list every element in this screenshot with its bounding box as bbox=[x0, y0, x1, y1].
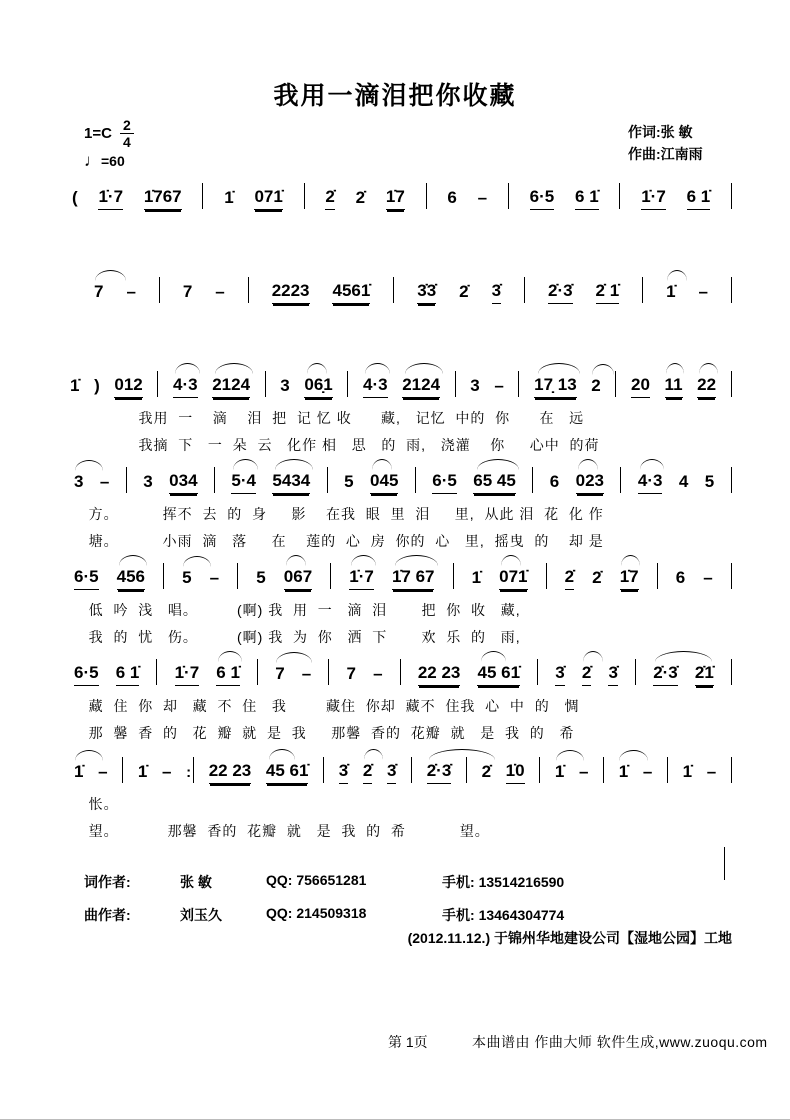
note-group: 4·3 bbox=[363, 375, 388, 398]
slur-tie-arc bbox=[215, 363, 253, 374]
note-group: 2̇ bbox=[459, 282, 469, 302]
note-group: 1̇ bbox=[74, 762, 83, 784]
lyric-line: 塘。 小雨 滴 落 在 莲的 心 房 你的 心 里, 摇曳 的 却 是 bbox=[74, 533, 604, 549]
lyric-author-phone-label: 手机: bbox=[442, 874, 475, 890]
slur-tie-arc bbox=[372, 459, 392, 470]
barline bbox=[546, 563, 547, 589]
note-group: 3 bbox=[74, 472, 83, 494]
note-group: 5·4 bbox=[231, 471, 256, 494]
slur-tie-arc bbox=[269, 749, 295, 760]
note-group: – bbox=[703, 568, 713, 588]
barline bbox=[347, 371, 348, 397]
lyric-line: 怅。 bbox=[74, 796, 119, 812]
slur-tie-arc bbox=[183, 556, 211, 567]
slur-tie-arc bbox=[276, 652, 312, 663]
barline bbox=[731, 467, 732, 493]
note-group: 45 61̇ bbox=[477, 663, 520, 686]
notation-system bbox=[70, 742, 732, 838]
barline bbox=[619, 183, 620, 209]
barline bbox=[731, 659, 732, 685]
slur-tie-arc bbox=[621, 555, 640, 566]
note-group: 6·5 bbox=[74, 567, 99, 590]
barline bbox=[426, 183, 427, 209]
note-group: – bbox=[126, 282, 136, 302]
music-author-name: 刘玉久 bbox=[180, 907, 222, 923]
repeat-dots: : bbox=[186, 764, 192, 781]
barline bbox=[731, 183, 732, 209]
notation-system bbox=[70, 548, 732, 644]
note-group: 6 bbox=[447, 188, 457, 208]
slur-tie-arc bbox=[501, 555, 521, 566]
time-numerator: 2 bbox=[122, 117, 131, 133]
note-group: 6 bbox=[549, 472, 560, 492]
barline bbox=[122, 757, 123, 783]
composer-credit: 作曲:江南雨 bbox=[628, 145, 703, 162]
notes-line bbox=[74, 452, 732, 494]
barline bbox=[411, 757, 412, 783]
note-group: – bbox=[578, 762, 589, 782]
notes-line bbox=[94, 262, 732, 304]
barline bbox=[731, 371, 732, 397]
note-group: 2̇ bbox=[592, 568, 602, 588]
barline bbox=[518, 371, 519, 397]
lyric-author-qq-label: QQ: bbox=[266, 872, 293, 888]
note-group: 3̇ bbox=[608, 663, 617, 686]
note-group: 22 23 bbox=[418, 663, 461, 686]
slur-tie-arc bbox=[275, 459, 313, 470]
music-author-phone: 13464304774 bbox=[478, 907, 565, 923]
notation-system bbox=[70, 644, 732, 740]
note-group: 034 bbox=[169, 471, 197, 494]
note-group: 067 bbox=[284, 567, 312, 590]
note-group: 5 bbox=[344, 472, 354, 492]
barline bbox=[163, 563, 164, 589]
note-group: – bbox=[494, 376, 504, 396]
slur-tie-arc bbox=[395, 555, 438, 566]
note-group: 071̇ bbox=[254, 187, 282, 210]
music-author-row bbox=[84, 905, 564, 925]
notation-system bbox=[70, 168, 732, 210]
barline bbox=[731, 277, 732, 303]
time-denominator: 4 bbox=[120, 133, 134, 149]
barline bbox=[731, 563, 732, 589]
note-group: 06̣1 bbox=[304, 375, 332, 398]
slur-tie-arc bbox=[95, 270, 126, 281]
note-group: 1̇ bbox=[666, 282, 675, 304]
barline bbox=[466, 757, 467, 783]
note-group: 1̇ bbox=[682, 762, 693, 782]
note-group: 2 bbox=[591, 376, 600, 398]
note-group: 11 bbox=[665, 375, 683, 398]
note-group: 3̇ bbox=[339, 761, 348, 784]
note-group: 3̇ bbox=[492, 281, 501, 304]
barline bbox=[330, 563, 331, 589]
barline bbox=[323, 757, 324, 783]
note-group: 2223 bbox=[272, 281, 310, 304]
lyric-line: 藏 住 你 却 藏 不 住 我 藏住 你却 藏不 住我 心 中 的 惆 bbox=[74, 698, 580, 714]
trailing-barline bbox=[724, 847, 725, 880]
note-group: – bbox=[477, 188, 488, 208]
note-group: 1̇ bbox=[224, 188, 234, 208]
slur-tie-arc bbox=[286, 555, 306, 566]
lyric-author-row bbox=[84, 872, 564, 892]
note-group: 4·3 bbox=[638, 471, 663, 494]
lyric-author-phone: 13514216590 bbox=[478, 874, 565, 890]
note-group: 012 bbox=[114, 375, 142, 398]
slur-tie-arc bbox=[307, 363, 327, 374]
slur-tie-arc bbox=[119, 555, 147, 566]
slur-tie-arc bbox=[619, 750, 647, 761]
barline bbox=[157, 371, 158, 397]
note-group: – bbox=[301, 664, 312, 684]
note-group: 1̇·7 bbox=[175, 663, 200, 686]
note-group: 1̇7 bbox=[386, 187, 405, 210]
note-group: – bbox=[161, 762, 172, 782]
barline bbox=[455, 371, 456, 397]
lyric-author-name: 张 敏 bbox=[180, 874, 212, 890]
note-group: 65 45 bbox=[473, 471, 516, 494]
note-group: 1̇ bbox=[70, 376, 80, 396]
lyric-line: 我用 一 滴 泪 把 记 忆 收 藏, 记忆 中的 你 在 远 bbox=[70, 410, 585, 426]
note-group: 2̇·3̇ bbox=[548, 281, 573, 304]
barline bbox=[635, 659, 636, 685]
note-group: 1̇7 67 bbox=[392, 567, 435, 590]
note-group: 2̇ bbox=[325, 187, 334, 210]
note-group: 5 bbox=[704, 472, 715, 492]
lyric-line: 望。 那馨 香的 花瓣 就 是 我 的 希 望。 bbox=[74, 823, 490, 839]
slur-tie-arc bbox=[364, 749, 384, 760]
note-group: – bbox=[698, 282, 709, 302]
note-group: 6 1̇ bbox=[575, 187, 599, 210]
song-title: 我用一滴泪把你收藏 bbox=[273, 82, 517, 110]
notes-line bbox=[72, 168, 732, 210]
lyric-line: 那 馨 香 的 花 瓣 就 是 我 那馨 香的 花瓣 就 是 我 的 希 bbox=[74, 725, 575, 741]
note-group: 3 bbox=[470, 376, 480, 396]
slur-tie-arc bbox=[218, 651, 242, 662]
lyricist-credit: 作词:张 敏 bbox=[628, 124, 693, 140]
note-group: 3̇ bbox=[387, 761, 396, 784]
note-group: 2124 bbox=[402, 375, 440, 398]
note-group: – bbox=[373, 664, 383, 684]
note-group: – bbox=[98, 762, 108, 782]
note-group: 1̇0 bbox=[506, 761, 525, 784]
lyric-line: 我摘 下 一 朵 云 化作 相 思 的 雨, 浇灌 你 心中 的荷 bbox=[70, 437, 600, 453]
slur-tie-arc bbox=[75, 460, 103, 471]
lyric-line: 方。 挥不 去 的 身 影 在我 眼 里 泪 里, 从此 泪 花 化 作 bbox=[74, 506, 604, 522]
notation-system bbox=[70, 262, 732, 304]
note-group: 1̇7 bbox=[620, 567, 639, 590]
music-author-qq-label: QQ: bbox=[266, 905, 293, 921]
barline bbox=[642, 277, 643, 303]
barline bbox=[539, 757, 540, 783]
note-group: 1̇·7 bbox=[98, 187, 123, 210]
note-group: – bbox=[99, 472, 110, 492]
note-group: 22 bbox=[697, 375, 716, 398]
barline bbox=[667, 757, 668, 783]
slur-tie-arc bbox=[666, 363, 684, 374]
note-group: 2124 bbox=[212, 375, 250, 398]
key-signature: 1=C bbox=[84, 125, 112, 142]
barline bbox=[524, 277, 525, 303]
barline bbox=[615, 371, 616, 397]
note-group: 7 bbox=[94, 282, 103, 304]
barline bbox=[508, 183, 509, 209]
barline bbox=[328, 659, 329, 685]
slur-tie-arc bbox=[365, 363, 390, 374]
note-group: 2̇ bbox=[565, 567, 574, 590]
note-group: 1̇·7 bbox=[641, 187, 666, 210]
barline bbox=[214, 467, 215, 493]
lyric-author-qq: 756651281 bbox=[296, 872, 367, 888]
barline bbox=[202, 183, 203, 209]
note-group: 2̇·3̇ bbox=[653, 663, 678, 686]
note-group: 3̇ bbox=[555, 663, 564, 686]
note-group: 6 1̇ bbox=[216, 663, 240, 686]
slur-tie-arc bbox=[351, 555, 376, 566]
barline bbox=[537, 659, 538, 685]
barline bbox=[248, 277, 249, 303]
slur-tie-arc bbox=[233, 459, 258, 470]
note-group: 22 23 bbox=[209, 761, 252, 784]
lyric-line: 我 的 忧 伤。 (啊) 我 为 你 洒 下 欢 乐 的 雨, bbox=[74, 629, 521, 645]
notation-system bbox=[70, 356, 732, 452]
slur-tie-arc bbox=[477, 459, 520, 470]
note-group: 2̇ 1̇ bbox=[596, 281, 620, 304]
notes-line bbox=[74, 742, 732, 784]
note-group: 5 bbox=[256, 568, 266, 588]
note-group: 2̇1̇ bbox=[695, 663, 714, 686]
slur-tie-arc bbox=[175, 363, 200, 374]
slur-tie-arc bbox=[655, 651, 712, 662]
slur-tie-arc bbox=[481, 651, 507, 662]
note-group: 5434 bbox=[272, 471, 310, 494]
slur-tie-arc bbox=[538, 363, 581, 374]
slur-tie-arc bbox=[75, 750, 103, 761]
lyric-line: 低 吟 浅 唱。 (啊) 我 用 一 滴 泪 把 你 收 藏, bbox=[74, 602, 521, 618]
note-group: 1̇ bbox=[471, 568, 482, 588]
note-group: 7 bbox=[182, 282, 193, 302]
note-group: 6 bbox=[675, 568, 686, 588]
slur-tie-arc bbox=[640, 459, 665, 470]
note-group: 17̣ 13 bbox=[534, 375, 577, 398]
note-group: 2̇ bbox=[363, 761, 372, 784]
note-group: 2̇ bbox=[481, 762, 492, 782]
note-group: 071̇ bbox=[499, 567, 527, 590]
note-group: 3 bbox=[280, 376, 290, 396]
note-group: 1̇767 bbox=[144, 187, 182, 210]
note-group: – bbox=[215, 282, 225, 302]
note-group: 6·5 bbox=[74, 663, 99, 686]
barline bbox=[400, 659, 401, 685]
end-repeat-sign bbox=[186, 757, 194, 784]
note-group: – bbox=[642, 762, 653, 782]
barline bbox=[620, 467, 621, 493]
note-group: ) bbox=[94, 376, 100, 396]
slur-tie-arc bbox=[699, 363, 718, 374]
note-group: 2̇ bbox=[582, 663, 591, 686]
tempo-value: =60 bbox=[101, 153, 125, 169]
barline bbox=[126, 467, 127, 493]
note-group: 1̇ bbox=[137, 762, 148, 782]
date-location-note: (2012.11.12.) 于锦州华地建设公司【湿地公园】工地 bbox=[407, 930, 732, 946]
note-group: 456 bbox=[117, 567, 145, 590]
slur-tie-arc bbox=[429, 749, 495, 760]
note-group: 7 bbox=[275, 664, 284, 686]
slur-tie-arc bbox=[405, 363, 443, 374]
music-author-label: 曲作者: bbox=[84, 907, 131, 923]
barline bbox=[304, 183, 305, 209]
note-group: 6·5 bbox=[432, 471, 457, 494]
note-group: 023 bbox=[576, 471, 604, 494]
barline bbox=[453, 563, 454, 589]
notation-system bbox=[70, 452, 732, 548]
barline bbox=[731, 757, 732, 783]
generator-credit: 本曲谱由 作曲大师 软件生成,www.zuoqu.com bbox=[472, 1034, 768, 1050]
note-group: 20 bbox=[631, 375, 650, 398]
note-group: 1̇·7 bbox=[349, 567, 374, 590]
music-author-qq: 214509318 bbox=[296, 905, 367, 921]
note-group: 2̇ bbox=[355, 188, 366, 208]
barline bbox=[532, 467, 533, 493]
slur-tie-arc bbox=[583, 651, 603, 662]
slur-tie-arc bbox=[556, 750, 584, 761]
music-author-phone-label: 手机: bbox=[442, 907, 475, 923]
note-group: 2̇·3̇ bbox=[427, 761, 452, 784]
note-group: 5 bbox=[182, 568, 191, 590]
notes-line bbox=[70, 356, 732, 398]
barline bbox=[193, 757, 194, 783]
barline bbox=[603, 757, 604, 783]
note-group: – bbox=[209, 568, 220, 588]
note-group: 4 bbox=[678, 472, 689, 492]
note-group: 4·3 bbox=[173, 375, 198, 398]
note-group: 6 1̇ bbox=[116, 663, 140, 686]
note-group: 1̇ bbox=[555, 762, 564, 784]
slur-tie-arc bbox=[592, 364, 614, 375]
slur-tie-arc bbox=[667, 270, 687, 281]
note-group: 45 61̇ bbox=[266, 761, 309, 784]
barline bbox=[327, 467, 328, 493]
barline bbox=[415, 467, 416, 493]
barline bbox=[159, 277, 160, 303]
barline bbox=[156, 659, 157, 685]
note-group: 6 1̇ bbox=[687, 187, 711, 210]
barline bbox=[257, 659, 258, 685]
page-number: 第 1页 bbox=[388, 1034, 428, 1050]
note-group: 045 bbox=[370, 471, 398, 494]
note-group: – bbox=[706, 762, 717, 782]
note-group: 7 bbox=[346, 664, 356, 684]
lyric-author-label: 词作者: bbox=[84, 874, 131, 890]
note-group: 3̇3̇ bbox=[417, 281, 436, 304]
note-group: ( bbox=[72, 188, 78, 208]
slur-tie-arc bbox=[578, 459, 598, 470]
note-group: 1̇ bbox=[619, 762, 628, 784]
notes-line bbox=[74, 548, 732, 590]
note-group: 3 bbox=[143, 472, 153, 492]
quarter-note-icon: ♩ bbox=[84, 151, 101, 170]
barline bbox=[265, 371, 266, 397]
barline bbox=[237, 563, 238, 589]
note-group: 4561̇ bbox=[332, 281, 370, 304]
note-group: 6·5 bbox=[530, 187, 555, 210]
barline bbox=[393, 277, 394, 303]
notes-line bbox=[74, 644, 732, 686]
barline bbox=[657, 563, 658, 589]
